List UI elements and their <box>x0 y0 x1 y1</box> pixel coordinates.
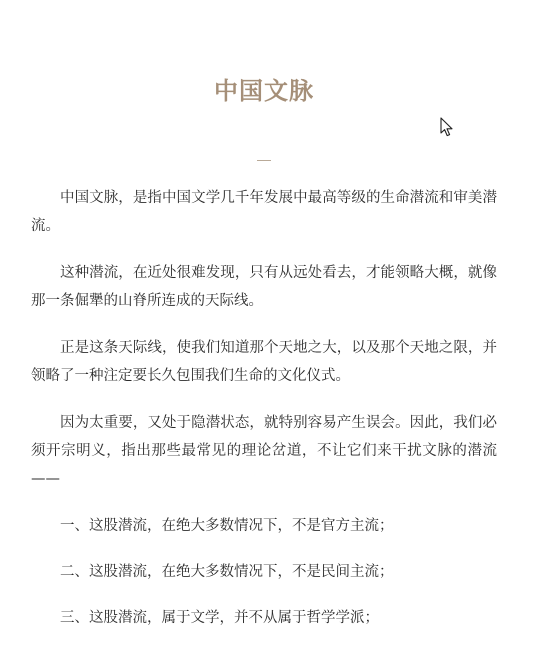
paragraph: 中国文脉，是指中国文学几千年发展中最高等级的生命潜流和审美潜流。 <box>31 190 497 234</box>
title-divider <box>257 160 271 161</box>
article-title: 中国文脉 <box>214 77 314 105</box>
paragraph: 因为太重要，又处于隐潜状态，就特别容易产生误会。因此，我们必须开宗明义，指出那些最常见的理论岔道，不让它们来干扰文脉的潜流—— <box>31 415 497 487</box>
paragraph: 正是这条天际线，使我们知道那个天地之大，以及那个天地之限，并领略了一种注定要长久包围我们生命的文化仪式。 <box>31 340 497 384</box>
list-item: 三、这股潜流，属于文学，并不从属于哲学学派； <box>60 610 379 626</box>
list-item: 二、这股潜流，在绝大多数情况下，不是民间主流； <box>60 564 394 580</box>
mouse-pointer-icon <box>440 117 454 137</box>
article-body <box>31 184 497 650</box>
paragraph: 这种潜流，在近处很难发现，只有从远处看去，才能领略大概，就像那一条倔犟的山脊所连成的天际线。 <box>31 265 497 309</box>
list-item: 一、这股潜流，在绝大多数情况下，不是官方主流； <box>60 518 394 534</box>
